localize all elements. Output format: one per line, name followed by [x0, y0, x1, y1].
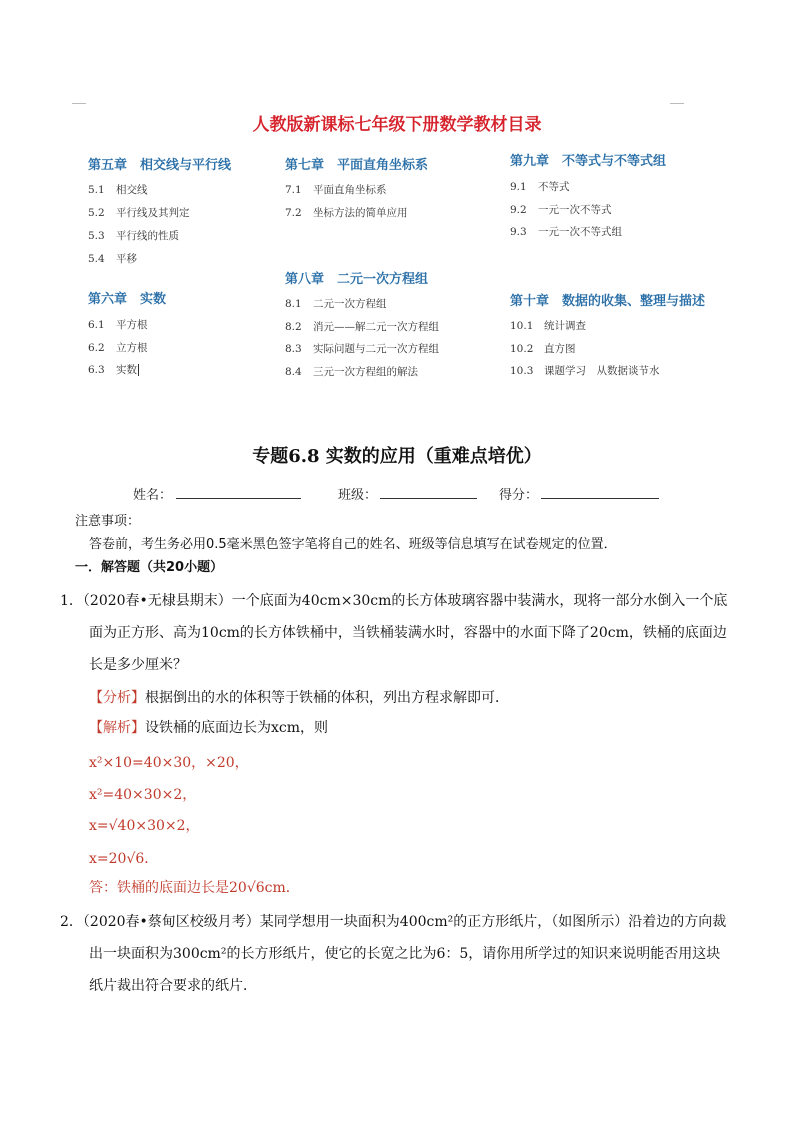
section-10-2: 10.2 直方图: [510, 343, 576, 355]
q1-solution: [89, 718, 744, 738]
q1-step-3: x=√40×30×2，: [89, 818, 200, 834]
section-10-3: 10.3 课题学习 从数据谈节水: [510, 365, 660, 377]
section-5-2: 5.2 平行线及其判定: [88, 207, 190, 219]
score-field-line[interactable]: [541, 498, 659, 499]
q1-line-2: 面为正方形、高为10cm的长方体铁桶中，当铁桶装满水时，容器中的水面下降了20cm，铁桶的底面边: [89, 625, 727, 641]
document-title: 专题6.8 实数的应用（重难点培优）: [252, 446, 542, 467]
chapter-10-title: 第十章 数据的收集、整理与描述: [510, 294, 706, 309]
chapter-6-title: 第六章 实数: [88, 292, 167, 307]
corner-mark-left: [72, 103, 86, 104]
analysis-tag: 【分析】: [89, 690, 145, 706]
corner-mark-right: [670, 103, 684, 104]
name-field-line[interactable]: [176, 498, 301, 499]
section-7-1: 7.1 平面直角坐标系: [285, 184, 387, 196]
section-5-4: 5.4 平移: [88, 253, 137, 265]
class-field-line[interactable]: [380, 498, 477, 499]
q1-step-2: x²=40×30×2，: [89, 787, 197, 803]
section-5-1: 5.1 相交线: [88, 184, 148, 196]
section-6-3: 6.3 实数: [88, 364, 137, 376]
section-8-2: 8.2 消元——解二元一次方程组: [285, 321, 439, 333]
q1-line-1: 1．（2020春•无棣县期末）一个底面为40cm×30cm的长方体玻璃容器中装满水，现将一部分水倒入一个底: [60, 593, 728, 609]
section-9-1: 9.1 不等式: [510, 181, 570, 193]
section-9-3: 9.3 一元一次不等式组: [510, 226, 622, 238]
q1-analysis: [89, 688, 744, 708]
notice-label: 注意事项：: [75, 514, 141, 529]
q1-step-4: x=20√6．: [89, 851, 159, 867]
solution-tag: 【解析】: [89, 720, 145, 736]
chapter-5-title: 第五章 相交线与平行线: [88, 158, 232, 173]
section-heading: 一．解答题（共20小题）: [75, 560, 224, 575]
section-8-1: 8.1 二元一次方程组: [285, 298, 387, 310]
analysis-text: 根据倒出的水的体积等于铁桶的体积，列出方程求解即可．: [145, 690, 509, 706]
chapter-8-title: 第八章 二元一次方程组: [285, 272, 429, 287]
section-8-4: 8.4 三元一次方程组的解法: [285, 366, 418, 378]
q2-line-1: 2．（2020春•蔡甸区校级月考）某同学想用一块面积为400cm²的正方形纸片，（如图所示）沿着边的方向裁: [60, 914, 727, 930]
text-cursor: [138, 364, 139, 376]
q2-line-2: 出一块面积为300cm²的长方形纸片，使它的长宽之比为6：5，请你用所学过的知识来说明能否用这块: [89, 946, 721, 962]
q2-line-3: 纸片裁出符合要求的纸片．: [89, 978, 257, 994]
section-7-2: 7.2 坐标方法的简单应用: [285, 207, 408, 219]
class-label: 班级：: [338, 488, 378, 503]
section-5-3: 5.3 平行线的性质: [88, 230, 179, 242]
section-6-1: 6.1 平方根: [88, 319, 148, 331]
chapter-9-title: 第九章 不等式与不等式组: [510, 154, 667, 169]
q1-line-3: 长是多少厘米？: [89, 657, 187, 673]
chapter-7-title: 第七章 平面直角坐标系: [285, 158, 429, 173]
section-10-1: 10.1 统计调查: [510, 320, 586, 332]
section-8-3: 8.3 实际问题与二元一次方程组: [285, 343, 439, 355]
q1-answer: 答：铁桶的底面边长是20√6cm．: [89, 880, 300, 896]
notice-text: 答卷前，考生务必用0.5毫米黑色签字笔将自己的姓名、班级等信息填写在试卷规定的位置．: [89, 537, 617, 552]
score-label: 得分：: [499, 488, 539, 503]
q1-step-1: x²×10=40×30，×20，: [89, 755, 249, 771]
solution-text: 设铁桶的底面边长为xcm，则: [145, 720, 329, 736]
name-label: 姓名：: [133, 488, 173, 503]
toc-title: 人教版新课标七年级下册数学教材目录: [252, 115, 542, 135]
section-6-2: 6.2 立方根: [88, 342, 148, 354]
section-9-2: 9.2 一元一次不等式: [510, 204, 612, 216]
